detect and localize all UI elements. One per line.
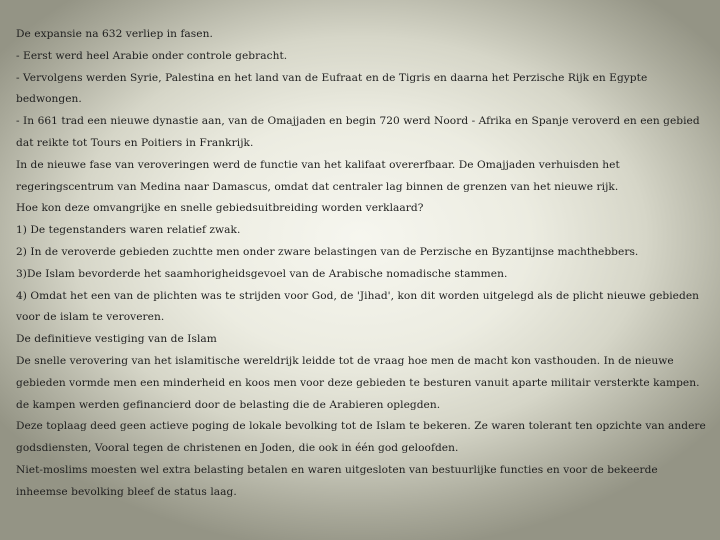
paragraph-heading-establishment: De definitieve vestiging van de Islam (16, 333, 217, 346)
paragraph-expansion-intro: De expansie na 632 verliep in fasen. (16, 28, 213, 40)
paragraph-reason-1: 1) De tegenstanders waren relatief zwak. (16, 224, 241, 237)
paragraph-reason-2: 2) In de veroverde gebieden zuchtte men onder zware belastingen van de Perzische en Byzantijnse machthebbers. (16, 245, 639, 258)
paragraph-question: Hoe kon deze omvangrijke en snelle gebiedsuitbreiding worden verklaard? (16, 202, 424, 215)
paragraph-reason-4: 4) Omdat het een van de plichten was te strijden voor God, de 'Jihad', kon dit worden uitgelegd als de plicht nieuwe gebieden voor de islam te veroveren. (16, 289, 700, 324)
paragraph-syria-conquest: - Vervolgens werden Syrie, Palestina en het land van de Eufraat en de Tigris en daarna het Perzische Rijk en Egypte bedwongen. (16, 71, 648, 106)
paragraph-non-muslim-tax: Niet-moslims moesten wel extra belasting betalen en waren uitgesloten van bestuurlijke functies en voor de bekeerde inheemse bevolking bleef de status laag. (16, 463, 658, 498)
paragraph-tolerance: Deze toplaag deed geen actieve poging de lokale bevolking tot de Islam te bekeren. Ze waren tolerant ten opzichte van andere godsdiensten, Vooral tegen de christenen en Joden, die ook in één god geloofden. (16, 420, 706, 455)
paragraph-omayyad-dynasty: - In 661 trad een nieuwe dynastie aan, van de Omajjaden en begin 720 werd Noord - Afrika en Spanje veroverd en een gebied dat reikte tot Tours en Poitiers in Frankrijk. (16, 115, 700, 149)
paragraph-reason-3: 3)De Islam bevorderde het saamhorigheidsgevoel van de Arabische nomadische stammen. (16, 267, 508, 280)
paragraph-caliphate-hereditary: In de nieuwe fase van veroveringen werd de functie van het kalifaat overerfbaar. De Omajjaden verhuisden het regeringscentrum van Medina naar Damascus, omdat dat centraler lag binnen de grenzen van het nieuwe rijk. (16, 158, 620, 193)
paragraph-arabia-control: - Eerst werd heel Arabie onder controle gebracht. (16, 49, 288, 62)
paragraph-holding-power: De snelle verovering van het islamitische wereldrijk leidde tot de vraag hoe men de macht kon vasthouden. In de nieuwe gebieden vormde men een minderheid en koos men voor deze gebieden te besturen vanuit aparte militair versterkte kampen. de kampen werden gefinancierd door de belasting die de Arabieren oplegden. (16, 354, 700, 411)
